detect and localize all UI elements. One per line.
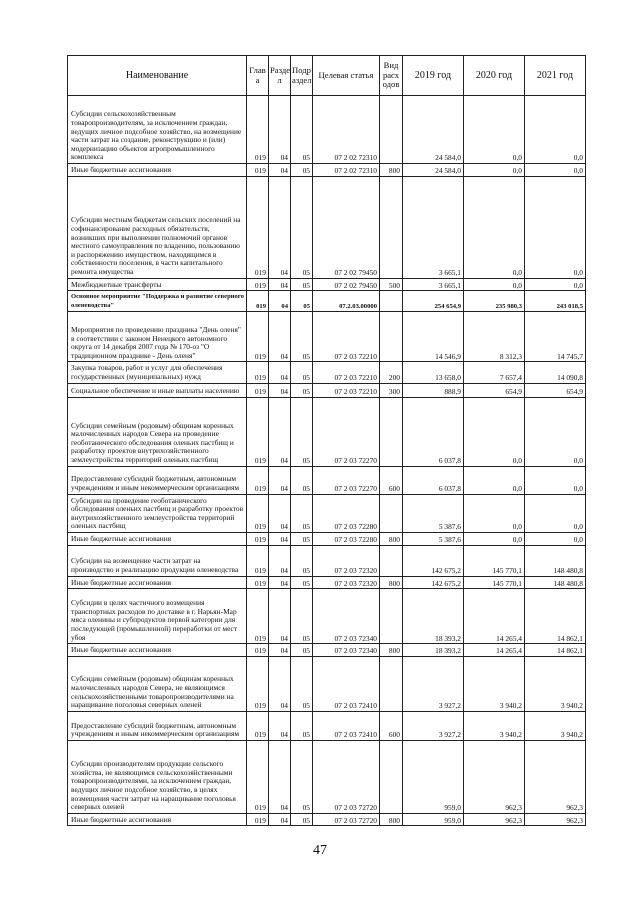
row-glava: 019 xyxy=(247,656,269,711)
row-razdel: 04 xyxy=(269,383,291,397)
col-header-statya: Целевая статья xyxy=(313,56,380,96)
row-2019: 888,9 xyxy=(403,383,464,397)
row-name: Субсидии семейным (родовым) общинам коренных малочисленных народов Севера на проведение геоботанического обследования оленьих пастбищ и разработку проектов внутрихозяйственного землеустройства территорий оленьих пастбищ xyxy=(68,397,247,466)
row-vid xyxy=(380,494,403,532)
row-podrazdel: 05 xyxy=(291,740,313,813)
row-name: Предоставление субсидий бюджетным, автономным учреждениям и иным некоммерческим организациям xyxy=(68,711,247,740)
row-2020: 0,0 xyxy=(464,164,525,177)
row-podrazdel: 05 xyxy=(291,656,313,711)
row-razdel: 04 xyxy=(269,813,291,826)
table-body xyxy=(68,96,586,826)
table-row xyxy=(68,545,586,576)
row-vid xyxy=(380,291,403,312)
row-statya: 07 2 03 72720 xyxy=(313,813,380,826)
row-vid: 800 xyxy=(380,644,403,657)
row-razdel: 04 xyxy=(269,545,291,576)
row-vid: 200 xyxy=(380,362,403,383)
row-2020: 8 312,3 xyxy=(464,312,525,362)
row-glava: 019 xyxy=(247,711,269,740)
row-statya: 07 2 03 72270 xyxy=(313,397,380,466)
row-2020: 235 980,3 xyxy=(464,291,525,312)
row-2020: 145 770,1 xyxy=(464,576,525,589)
row-name: Межбюджетные трансферты xyxy=(68,278,247,291)
row-vid: 800 xyxy=(380,532,403,545)
row-2021: 0,0 xyxy=(525,397,586,466)
row-2021: 0,0 xyxy=(525,278,586,291)
row-statya: 07 2 03 72210 xyxy=(313,383,380,397)
table-row xyxy=(68,494,586,532)
row-statya: 07 2 03 72280 xyxy=(313,532,380,545)
row-2021: 148 480,8 xyxy=(525,576,586,589)
row-glava: 019 xyxy=(247,813,269,826)
row-razdel: 04 xyxy=(269,397,291,466)
col-header-glava: Глав а xyxy=(247,56,269,96)
row-vid xyxy=(380,740,403,813)
row-2019: 6 037,8 xyxy=(403,466,464,494)
row-2021: 3 940,2 xyxy=(525,711,586,740)
row-statya: 07 2 03 72270 xyxy=(313,466,380,494)
table-row xyxy=(68,312,586,362)
table-row xyxy=(68,466,586,494)
row-2019: 3 927,2 xyxy=(403,656,464,711)
row-2019: 24 584,0 xyxy=(403,96,464,164)
table-row xyxy=(68,532,586,545)
row-name: Иные бюджетные ассигнования xyxy=(68,576,247,589)
row-name: Иные бюджетные ассигнования xyxy=(68,644,247,657)
row-vid xyxy=(380,176,403,278)
row-glava: 019 xyxy=(247,383,269,397)
row-vid: 800 xyxy=(380,813,403,826)
row-2021: 962,3 xyxy=(525,813,586,826)
row-2019: 3 665,1 xyxy=(403,176,464,278)
row-statya: 07 2 03 72210 xyxy=(313,362,380,383)
row-2020: 0,0 xyxy=(464,176,525,278)
table-row xyxy=(68,589,586,644)
row-name: Субсидии производителям продукции сельского хозяйства, не являющимся сельскохозяйственными товаропроизводителями, за исключением граждан, ведущих личное подсобное хозяйство, в целях возмещения части затрат на наращивание поголовья северных оленей xyxy=(68,740,247,813)
row-razdel: 04 xyxy=(269,312,291,362)
row-razdel: 04 xyxy=(269,589,291,644)
row-statya: 07 2 03 72210 xyxy=(313,312,380,362)
row-podrazdel: 05 xyxy=(291,711,313,740)
row-razdel: 04 xyxy=(269,711,291,740)
row-glava: 019 xyxy=(247,532,269,545)
row-razdel: 04 xyxy=(269,176,291,278)
row-podrazdel: 05 xyxy=(291,291,313,312)
budget-table xyxy=(67,55,586,826)
page-number: 47 xyxy=(313,843,327,858)
row-razdel: 04 xyxy=(269,576,291,589)
table-row xyxy=(68,96,586,164)
row-2019: 5 387,6 xyxy=(403,532,464,545)
row-name: Мероприятия по проведению праздника "День оленя" в соответствии с законом Ненецкого автономного округа от 14 декабря 2007 года № 170-оз "О традиционном празднике - День оленя" xyxy=(68,312,247,362)
row-statya: 07 2 03 72410 xyxy=(313,656,380,711)
row-statya: 07 2 03 72340 xyxy=(313,589,380,644)
row-glava: 019 xyxy=(247,494,269,532)
row-statya: 07 2 03 72280 xyxy=(313,494,380,532)
row-2020: 7 657,4 xyxy=(464,362,525,383)
row-podrazdel: 05 xyxy=(291,532,313,545)
row-glava: 019 xyxy=(247,96,269,164)
row-razdel: 04 xyxy=(269,96,291,164)
row-2021: 0,0 xyxy=(525,494,586,532)
col-header-podrazdel: Подр аздел xyxy=(291,56,313,96)
row-2019: 13 658,0 xyxy=(403,362,464,383)
row-vid xyxy=(380,589,403,644)
row-statya: 07 2 02 79450 xyxy=(313,278,380,291)
row-name: Предоставление субсидий бюджетным, автономным учреждениям и иным некоммерческим организациям xyxy=(68,466,247,494)
row-razdel: 04 xyxy=(269,164,291,177)
row-2020: 3 940,2 xyxy=(464,656,525,711)
row-razdel: 04 xyxy=(269,644,291,657)
row-2021: 14 090,8 xyxy=(525,362,586,383)
col-header-2019: 2019 год xyxy=(403,56,464,96)
table-row xyxy=(68,278,586,291)
row-name: Субсидии на возмещение части затрат на производство и реализацию продукции оленеводства xyxy=(68,545,247,576)
row-name: Субсидии сельскохозяйственным товаропроизводителям, за исключением граждан, ведущих личное подсобное хозяйство, на возмещение части затрат на создание, реконструкцию и (или) модернизацию объектов агропромышленного комплекса xyxy=(68,96,247,164)
table-row xyxy=(68,291,586,312)
table-row xyxy=(68,164,586,177)
row-podrazdel: 05 xyxy=(291,494,313,532)
row-razdel: 04 xyxy=(269,291,291,312)
row-2019: 142 675,2 xyxy=(403,576,464,589)
row-2020: 0,0 xyxy=(464,466,525,494)
table-row xyxy=(68,656,586,711)
row-glava: 019 xyxy=(247,278,269,291)
col-header-name: Наименование xyxy=(68,56,247,96)
table-row xyxy=(68,813,586,826)
table-row xyxy=(68,383,586,397)
row-2021: 148 480,8 xyxy=(525,545,586,576)
row-vid xyxy=(380,656,403,711)
row-2019: 14 546,9 xyxy=(403,312,464,362)
budget-table-container xyxy=(67,55,585,826)
row-glava: 019 xyxy=(247,740,269,813)
table-header-row xyxy=(68,56,586,96)
row-name: Закупка товаров, работ и услуг для обеспечения государственных (муниципальных) нужд xyxy=(68,362,247,383)
row-glava: 019 xyxy=(247,291,269,312)
row-vid: 800 xyxy=(380,576,403,589)
row-name: Субсидии местным бюджетам сельских поселений на софинансирование расходных обязательств, возникших при выполнении полномочий органов местного самоуправления по владению, пользованию и распоряжению имуществом, находящимся в собственности поселения, в части капитального ремонта имущества xyxy=(68,176,247,278)
row-razdel: 04 xyxy=(269,532,291,545)
row-2019: 3 927,2 xyxy=(403,711,464,740)
row-2021: 14 745,7 xyxy=(525,312,586,362)
row-2019: 18 393,2 xyxy=(403,589,464,644)
row-podrazdel: 05 xyxy=(291,397,313,466)
row-vid xyxy=(380,545,403,576)
row-razdel: 04 xyxy=(269,278,291,291)
row-2020: 0,0 xyxy=(464,494,525,532)
row-podrazdel: 05 xyxy=(291,278,313,291)
row-razdel: 04 xyxy=(269,466,291,494)
row-statya: 07 2 02 72310 xyxy=(313,96,380,164)
row-glava: 019 xyxy=(247,362,269,383)
row-statya: 07 2 03 72340 xyxy=(313,644,380,657)
row-razdel: 04 xyxy=(269,362,291,383)
row-name: Иные бюджетные ассигнования xyxy=(68,164,247,177)
table-row xyxy=(68,644,586,657)
row-podrazdel: 05 xyxy=(291,545,313,576)
row-glava: 019 xyxy=(247,576,269,589)
row-name: Иные бюджетные ассигнования xyxy=(68,813,247,826)
row-2020: 0,0 xyxy=(464,278,525,291)
row-2020: 0,0 xyxy=(464,532,525,545)
row-2019: 6 037,8 xyxy=(403,397,464,466)
row-2020: 962,3 xyxy=(464,740,525,813)
row-2020: 145 770,1 xyxy=(464,545,525,576)
row-2021: 3 940,2 xyxy=(525,656,586,711)
row-name: Иные бюджетные ассигнования xyxy=(68,532,247,545)
row-2021: 962,3 xyxy=(525,740,586,813)
row-vid: 300 xyxy=(380,383,403,397)
row-glava: 019 xyxy=(247,397,269,466)
row-2020: 0,0 xyxy=(464,397,525,466)
row-vid: 600 xyxy=(380,466,403,494)
row-glava: 019 xyxy=(247,164,269,177)
row-2021: 14 862,1 xyxy=(525,589,586,644)
row-glava: 019 xyxy=(247,176,269,278)
row-razdel: 04 xyxy=(269,656,291,711)
col-header-2020: 2020 год xyxy=(464,56,525,96)
row-2019: 959,0 xyxy=(403,740,464,813)
row-podrazdel: 05 xyxy=(291,176,313,278)
col-header-2021: 2021 год xyxy=(525,56,586,96)
row-statya: 07 2 03 72320 xyxy=(313,545,380,576)
row-2020: 0,0 xyxy=(464,96,525,164)
row-2020: 962,3 xyxy=(464,813,525,826)
row-statya: 07 2 03 72410 xyxy=(313,711,380,740)
row-podrazdel: 05 xyxy=(291,589,313,644)
row-podrazdel: 05 xyxy=(291,164,313,177)
row-name: Субсидии на проведение геоботанического обследования оленьих пастбищ и разработку проектов внутрихозяйственного землеустройства территорий оленьих пастбищ xyxy=(68,494,247,532)
table-row xyxy=(68,740,586,813)
row-2020: 654,9 xyxy=(464,383,525,397)
row-glava: 019 xyxy=(247,589,269,644)
row-glava: 019 xyxy=(247,644,269,657)
row-podrazdel: 05 xyxy=(291,813,313,826)
row-2020: 14 265,4 xyxy=(464,644,525,657)
row-2019: 5 387,6 xyxy=(403,494,464,532)
row-2019: 959,0 xyxy=(403,813,464,826)
row-podrazdel: 05 xyxy=(291,466,313,494)
row-2019: 3 665,1 xyxy=(403,278,464,291)
row-2020: 14 265,4 xyxy=(464,589,525,644)
col-header-vid: Вид расх одов xyxy=(380,56,403,96)
row-name: Субсидии семейным (родовым) общинам коренных малочисленных народов Севера, не являющимся сельскохозяйственными товаропроизводителями на наращивание поголовья северных оленей xyxy=(68,656,247,711)
row-vid xyxy=(380,312,403,362)
row-razdel: 04 xyxy=(269,740,291,813)
row-statya: 07.2.03.00000 xyxy=(313,291,380,312)
row-name: Основное мероприятие "Поддержка и развитие северного оленеводства" xyxy=(68,291,247,312)
table-row xyxy=(68,397,586,466)
row-2021: 0,0 xyxy=(525,96,586,164)
row-podrazdel: 05 xyxy=(291,576,313,589)
row-vid xyxy=(380,397,403,466)
row-glava: 019 xyxy=(247,545,269,576)
row-2019: 18 393,2 xyxy=(403,644,464,657)
row-vid: 500 xyxy=(380,278,403,291)
row-2019: 24 584,0 xyxy=(403,164,464,177)
table-row xyxy=(68,176,586,278)
table-row xyxy=(68,576,586,589)
row-2021: 0,0 xyxy=(525,466,586,494)
row-glava: 019 xyxy=(247,312,269,362)
row-vid: 800 xyxy=(380,164,403,177)
row-statya: 07 2 03 72720 xyxy=(313,740,380,813)
row-glava: 019 xyxy=(247,466,269,494)
row-podrazdel: 05 xyxy=(291,383,313,397)
row-2019: 254 654,9 xyxy=(403,291,464,312)
row-vid: 600 xyxy=(380,711,403,740)
row-name: Субсидии в целях частичного возмещения транспортных расходов по доставке в г. Нарьян-Мар мяса оленины и субпродуктов первой категории для последующей (промышленной) переработки от мест убоя xyxy=(68,589,247,644)
row-2021: 654,9 xyxy=(525,383,586,397)
row-podrazdel: 05 xyxy=(291,312,313,362)
row-statya: 07 2 02 72310 xyxy=(313,164,380,177)
row-statya: 07 2 02 79450 xyxy=(313,176,380,278)
row-podrazdel: 05 xyxy=(291,96,313,164)
row-razdel: 04 xyxy=(269,494,291,532)
row-2020: 3 940,2 xyxy=(464,711,525,740)
col-header-razdel: Разде л xyxy=(269,56,291,96)
row-2021: 14 862,1 xyxy=(525,644,586,657)
row-2021: 0,0 xyxy=(525,164,586,177)
table-row xyxy=(68,711,586,740)
row-statya: 07 2 03 72320 xyxy=(313,576,380,589)
row-vid xyxy=(380,96,403,164)
row-2021: 243 018,5 xyxy=(525,291,586,312)
row-podrazdel: 05 xyxy=(291,644,313,657)
row-2019: 142 675,2 xyxy=(403,545,464,576)
row-podrazdel: 05 xyxy=(291,362,313,383)
row-2021: 0,0 xyxy=(525,176,586,278)
row-2021: 0,0 xyxy=(525,532,586,545)
row-name: Социальное обеспечение и иные выплаты населению xyxy=(68,383,247,397)
table-row xyxy=(68,362,586,383)
